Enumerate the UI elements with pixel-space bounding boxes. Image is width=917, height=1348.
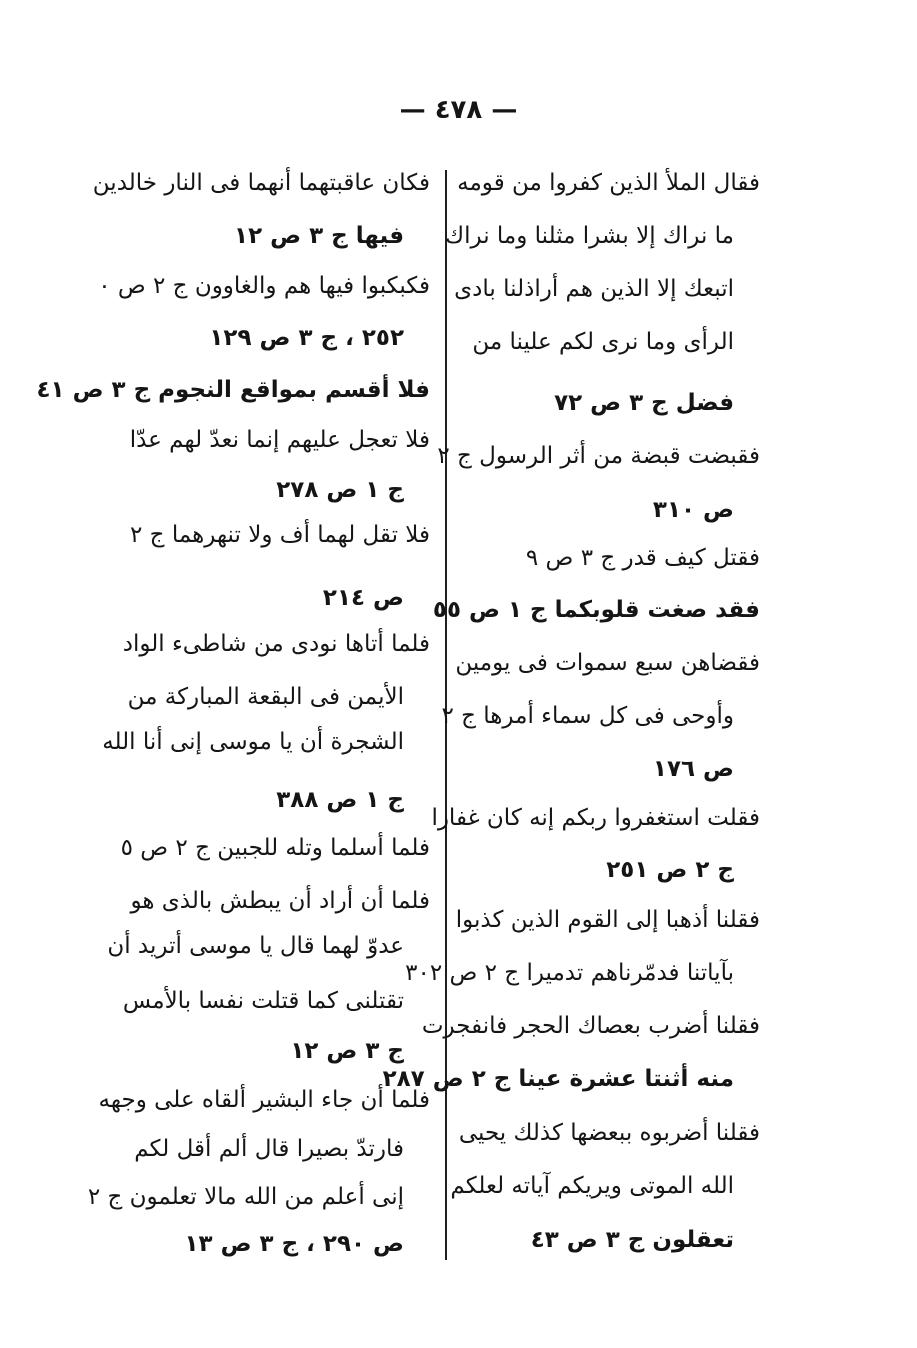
index-line: تعقلون ج ٣ ص ٤٣ — [530, 1227, 734, 1253]
index-line: فقد صغت قلوبكما ج ١ ص ٥٥ — [432, 597, 760, 623]
index-line: الشجرة أن يا موسى إنى أنا الله — [102, 729, 404, 755]
index-line: فقلت استغفروا ربكم إنه كان غفارا — [431, 805, 760, 831]
index-line: فقلنا أذهبا إلى القوم الذين كذبوا — [455, 907, 760, 933]
index-line: منه أثنتا عشرة عينا ج ٢ ص ٢٨٧ — [382, 1066, 734, 1092]
index-line: عدوّ لهما قال يا موسى أتريد أن — [107, 933, 404, 959]
index-line: ص ١٧٦ — [652, 756, 734, 782]
index-line: ج ١ ص ٢٧٨ — [276, 477, 404, 503]
index-line: فلما أتاها نودى من شاطىء الواد — [122, 631, 430, 657]
index-line: فلما أن جاء البشير ألقاه على وجهه — [98, 1087, 430, 1113]
index-line: ص ٢٩٠ ، ج ٣ ص ١٣ — [184, 1231, 404, 1257]
index-line: تقتلنى كما قتلت نفسا بالأمس — [122, 988, 404, 1014]
index-line: فكان عاقبتهما أنهما فى النار خالدين — [92, 170, 430, 196]
index-line: ج ٣ ص ١٢ — [290, 1038, 404, 1064]
index-line: فلا أقسم بمواقع النجوم ج ٣ ص ٤١ — [36, 377, 430, 403]
index-line: فلا تقل لهما أف ولا تنهرهما ج ٢ — [130, 522, 430, 548]
index-line: ص ٣١٠ — [652, 497, 734, 523]
index-line: فقضاهن سبع سموات فى يومين — [455, 650, 760, 676]
index-line: فقتل كيف قدر ج ٣ ص ٩ — [525, 545, 760, 571]
index-line: بآياتنا فدمّرناهم تدميرا ج ٢ ص ٣٠٢ — [405, 960, 734, 986]
page-number: — ٤٧٨ — — [399, 95, 518, 125]
index-line: فقلنا أضربوه ببعضها كذلك يحيى — [458, 1120, 760, 1146]
index-line: ص ٢١٤ — [322, 585, 404, 611]
index-line: وأوحى فى كل سماء أمرها ج ٢ — [441, 703, 734, 729]
index-line: الأيمن فى البقعة المباركة من — [127, 684, 404, 710]
index-line: فيها ج ٣ ص ١٢ — [234, 223, 404, 249]
index-line: اتبعك إلا الذين هم أراذلنا بادى — [454, 276, 734, 302]
index-line: ما نراك إلا بشرا مثلنا وما نراك — [445, 223, 734, 249]
index-line: فقبضت قبضة من أثر الرسول ج ٢ — [437, 443, 760, 469]
index-line: ٢٥٢ ، ج ٣ ص ١٢٩ — [209, 325, 404, 351]
index-line: فكبكبوا فيها هم والغاوون ج ٢ ص ٠ — [98, 273, 430, 299]
index-line: ج ٢ ص ٢٥١ — [606, 857, 734, 883]
index-line: فضل ج ٣ ص ٧٢ — [554, 390, 734, 416]
index-line: فقال الملأ الذين كفروا من قومه — [457, 170, 760, 196]
index-line: الرأى وما نرى لكم علينا من — [472, 329, 734, 355]
index-line: ج ١ ص ٣٨٨ — [276, 787, 404, 813]
index-line: فلما أن أراد أن يبطش بالذى هو — [130, 888, 430, 914]
index-line: فقلنا أضرب بعصاك الحجر فانفجرت — [421, 1013, 760, 1039]
index-line: فارتدّ بصيرا قال ألم أقل لكم — [134, 1136, 404, 1162]
index-line: فلما أسلما وتله للجبين ج ٢ ص ٥ — [120, 835, 430, 861]
index-line: فلا تعجل عليهم إنما نعدّ لهم عدّا — [129, 427, 430, 453]
index-line: الله الموتى ويريكم آياته لعلكم — [450, 1173, 734, 1199]
index-line: إنى أعلم من الله مالا تعلمون ج ٢ — [87, 1184, 404, 1210]
